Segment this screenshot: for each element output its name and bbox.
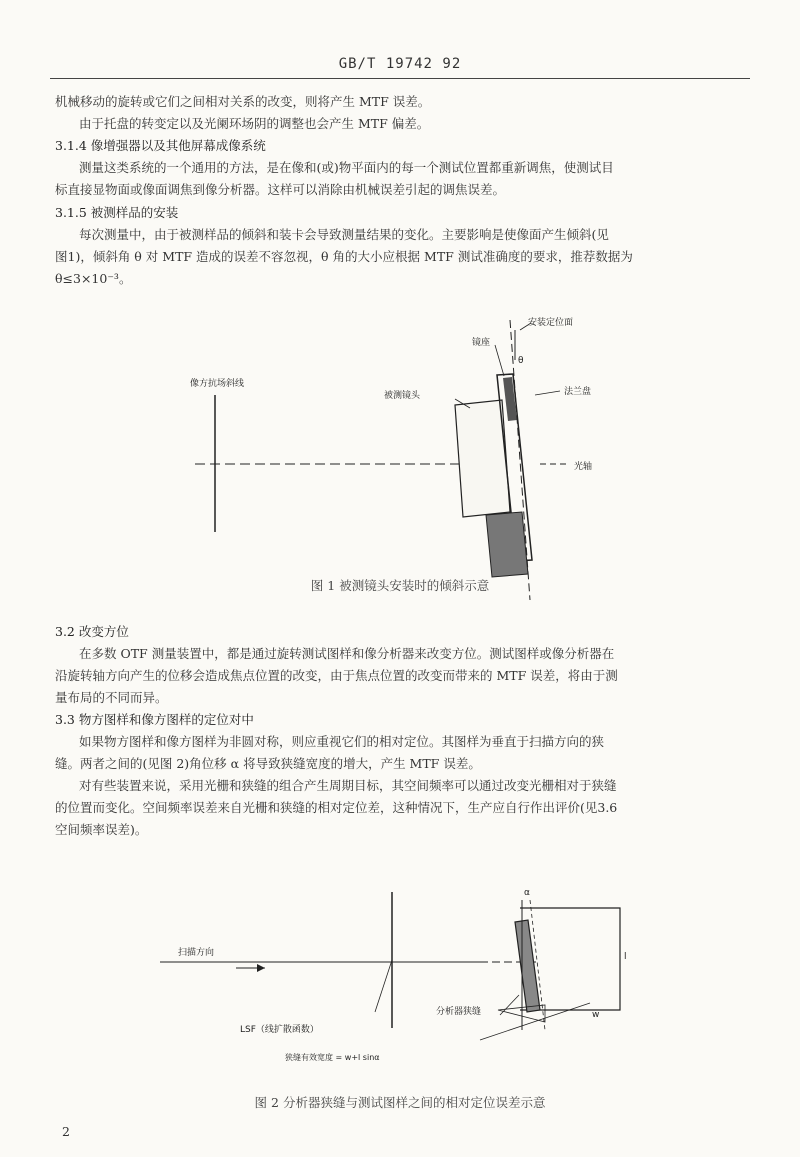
body-line: 沿旋转轴方向产生的位移会造成焦点位置的改变，由于焦点位置的改变而带来的 MTF 误差，将由于测 [55, 668, 618, 683]
section-heading: 3.1.4 像增强器以及其他屏幕成像系统 [55, 138, 266, 153]
section-heading: 3.1.5 被测样品的安装 [55, 205, 179, 220]
figure-2-caption: 图 2 分析器狭缝与测试图样之间的相对定位误差示意 [254, 1095, 546, 1110]
body-line: 由于托盘的转变定以及光阑环场阴的调整也会产生 MTF 偏差。 [79, 116, 430, 131]
body-line: 在多数 OTF 测量装置中，都是通过旋转测试图样和像分析器来改变方位。测试图样或像分析器在 [79, 646, 615, 661]
body-line: 每次测量中，由于被测样品的倾斜和装卡会导致测量结果的变化。主要影响是使像面产生倾斜(见 [79, 227, 609, 242]
section-heading: 3.2 改变方位 [55, 624, 129, 639]
fig2-label-alpha: α [524, 888, 530, 898]
fig1-label-image-plane: 像方抗场斜线 [190, 379, 245, 389]
body-line: 测量这类系统的一个通用的方法，是在像和(或)物平面内的每一个测试位置都重新调焦，使测试目 [79, 160, 614, 175]
body-line: 对有些装置来说，采用光栅和狭缝的组合产生周期目标，其空间频率可以通过改变光栅相对于狭缝 [79, 778, 617, 793]
fig2-label-lsf: LSF（线扩散函数） [240, 1025, 319, 1035]
fig2-label-effective-width: 狭缝有效宽度 = w+l sinα [285, 1053, 380, 1062]
page-header: GB/T 19742 92 [338, 56, 462, 72]
fig1-label-mount: 镜座 [472, 338, 491, 348]
body-line: 图1)，倾斜角 θ 对 MTF 造成的误差不容忽视，θ 角的大小应根据 MTF 测试准确度的要求，推荐数据为 [55, 249, 633, 264]
fig1-label-theta: θ [518, 356, 524, 366]
fig1-label-flange: 法兰盘 [564, 387, 592, 397]
body-line: 量布局的不同而异。 [55, 690, 168, 705]
fig2-label-scan-direction: 扫描方向 [178, 948, 215, 958]
body-line: 机械移动的旋转或它们之间相对关系的改变，则将产生 MTF 误差。 [55, 94, 431, 109]
fig1-label-optical-axis: 光轴 [574, 462, 593, 472]
fig2-label-l: l [624, 952, 627, 962]
fig1-label-mech-axis: 安装定位面 [528, 318, 574, 328]
body-line: θ≤3×10⁻³。 [55, 271, 132, 286]
fig2-label-w: w [592, 1010, 600, 1020]
body-line: 标直接显物面或像面调焦到像分析器。这样可以消除由机械误差引起的调焦误差。 [55, 182, 506, 197]
body-line: 缝。两者之间的(见图 2)角位移 α 将导致狭缝宽度的增大，产生 MTF 误差。 [55, 756, 481, 771]
figure-1-caption: 图 1 被测镜头安装时的倾斜示意 [310, 578, 490, 593]
body-line: 的位置而变化。空间频率误差来自光栅和狭缝的相对定位差，这种情况下，生产应自行作出评价(见3.6 [55, 800, 618, 815]
page-number: 2 [62, 1124, 70, 1139]
fig2-label-slit: 分析器狭缝 [436, 1007, 482, 1017]
section-heading: 3.3 物方图样和像方图样的定位对中 [55, 712, 254, 727]
body-line: 空间频率误差)。 [55, 822, 148, 837]
body-line: 如果物方图样和像方图样为非圆对称，则应重视它们的相对定位。其图样为垂直于扫描方向的狭 [79, 734, 605, 749]
fig1-label-lens: 被测镜头 [384, 391, 421, 401]
